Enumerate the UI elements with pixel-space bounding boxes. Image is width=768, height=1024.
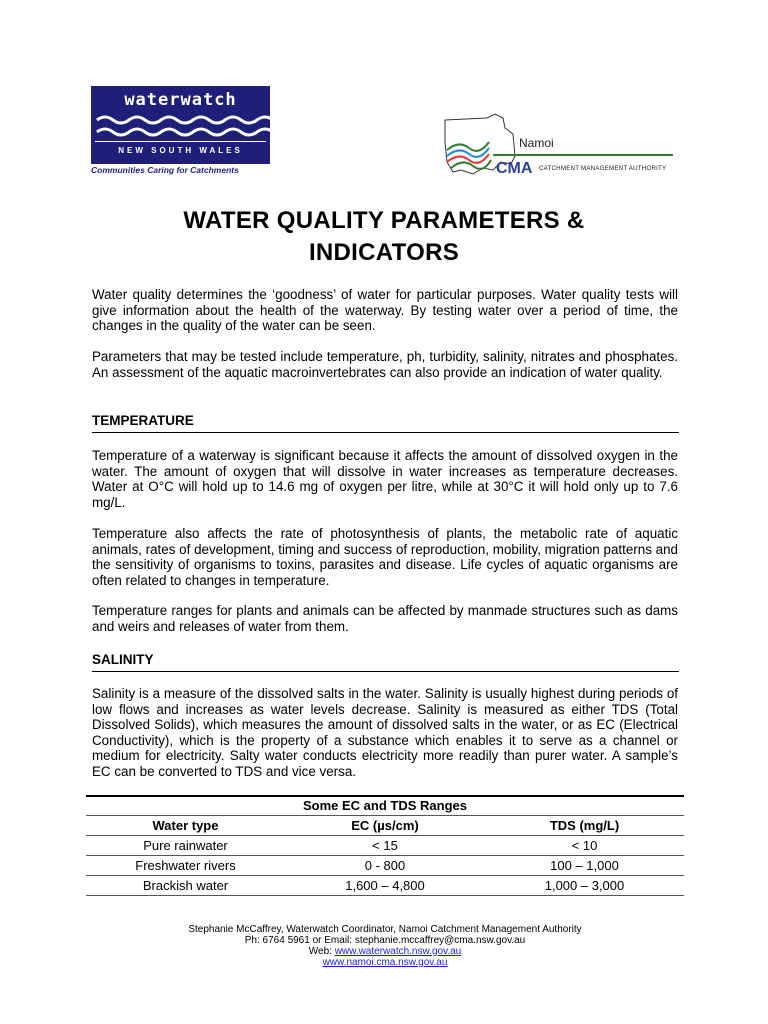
temperature-heading: TEMPERATURE: [92, 413, 679, 433]
footer: [92, 924, 678, 968]
namoi-cma-logo: [443, 112, 675, 182]
table-cell: Freshwater rivers: [135, 858, 236, 873]
temperature-paragraph-1: Temperature of a waterway is significant because it affects the amount of dissolved oxygen in the water. The amount of oxygen that will dissolve in water increases as temperature decreases. Water at O°C will hold up to 14.6 mg of oxygen per litre, while at 30°C it will hold only up to 7.6 mg/L.: [92, 448, 678, 510]
temperature-paragraph-3: Temperature ranges for plants and animals can be affected by manmade structures such as dams and weirs and releases of water from them.: [92, 603, 678, 634]
table-cell: 1,000 – 3,000: [544, 878, 625, 893]
table-header-ec: EC (µs/cm): [351, 818, 419, 833]
waterwatch-logo-box: [91, 86, 270, 164]
table-row: [86, 855, 684, 875]
page-title: [92, 205, 676, 269]
salinity-paragraph: Salinity is a measure of the dissolved salts in the water. Salinity is usually highest during periods of low flows and increases as water levels decrease. Salinity is measured as either TDS (Total Dissolved Solids), which measures the amount of dissolved salts in the water, or as EC (Electrical Conductivity), which is the property of a substance which enables it to serve as a channel or medium for electricity. Salty water conducts electricity more readily than purer water. A sample’s EC can be converted to TDS and vice versa.: [92, 686, 678, 779]
waterwatch-logo-subtitle: NEW SOUTH WALES: [118, 146, 243, 155]
footer-contact-line: Stephanie McCaffrey, Waterwatch Coordinator, Namoi Catchment Management Authority: [188, 924, 582, 935]
table-cell: 0 - 800: [364, 858, 406, 873]
footer-web-label: Web:: [308, 946, 335, 957]
table-header-water-type: Water type: [152, 818, 219, 833]
waterwatch-logo-title: waterwatch: [124, 90, 237, 110]
page-title-line2: INDICATORS: [308, 239, 460, 266]
table-cell: Pure rainwater: [143, 838, 228, 853]
waterwatch-logo-tagline: Communities Caring for Catchments: [91, 165, 239, 175]
namoi-cma-website-link[interactable]: www.namoi.cma.nsw.gov.au: [322, 957, 448, 968]
table-caption: Some EC and TDS Ranges: [303, 798, 467, 813]
ec-tds-table: [86, 795, 684, 896]
table-row: [86, 875, 684, 896]
table-header-row: [86, 815, 684, 835]
footer-phone-email: Ph: 6764 5961 or Email: stephanie.mccaffrey@cma.nsw.gov.au: [244, 935, 526, 946]
table-cell: < 15: [372, 838, 398, 853]
waterwatch-website-link[interactable]: www.waterwatch.nsw.gov.au: [334, 946, 462, 957]
temperature-paragraph-2: Temperature also affects the rate of photosynthesis of plants, the metabolic rate of aquatic animals, rates of development, timing and success of reproduction, mobility, migration patterns and the sensitivity of organisms to toxins, parasites and disease. Life cycles of aquatic organisms are often related to changes in temperature.: [92, 526, 678, 588]
salinity-heading: SALINITY: [92, 652, 679, 672]
table-row: [86, 835, 684, 855]
namoi-label: Namoi: [519, 136, 554, 150]
footer-web-line: [92, 946, 678, 957]
intro-paragraph-2: Parameters that may be tested include temperature, ph, turbidity, salinity, nitrates and phosphates. An assessment of the aquatic macroinvertebrates can also provide an indication of water quality.: [92, 349, 678, 380]
intro-paragraph-1: Water quality determines the ‘goodness’ of water for particular purposes. Water quality tests will give information about the health of the waterway. By testing water over a period of time, the changes in the quality of the water can be seen.: [92, 287, 678, 334]
table-cell: 100 – 1,000: [550, 858, 619, 873]
footer-web-line-2: [92, 957, 678, 968]
waterwatch-logo: [91, 86, 270, 176]
table-cell: 1,600 – 4,800: [345, 878, 425, 893]
table-cell: Brackish water: [142, 878, 229, 893]
table-cell: < 10: [571, 838, 598, 853]
cma-label: CMA: [496, 160, 533, 177]
page-title-line1: WATER QUALITY PARAMETERS &: [183, 207, 585, 234]
cma-full-name: CATCHMENT MANAGEMENT AUTHORITY: [539, 165, 667, 172]
table-header-tds: TDS (mg/L): [549, 818, 620, 833]
